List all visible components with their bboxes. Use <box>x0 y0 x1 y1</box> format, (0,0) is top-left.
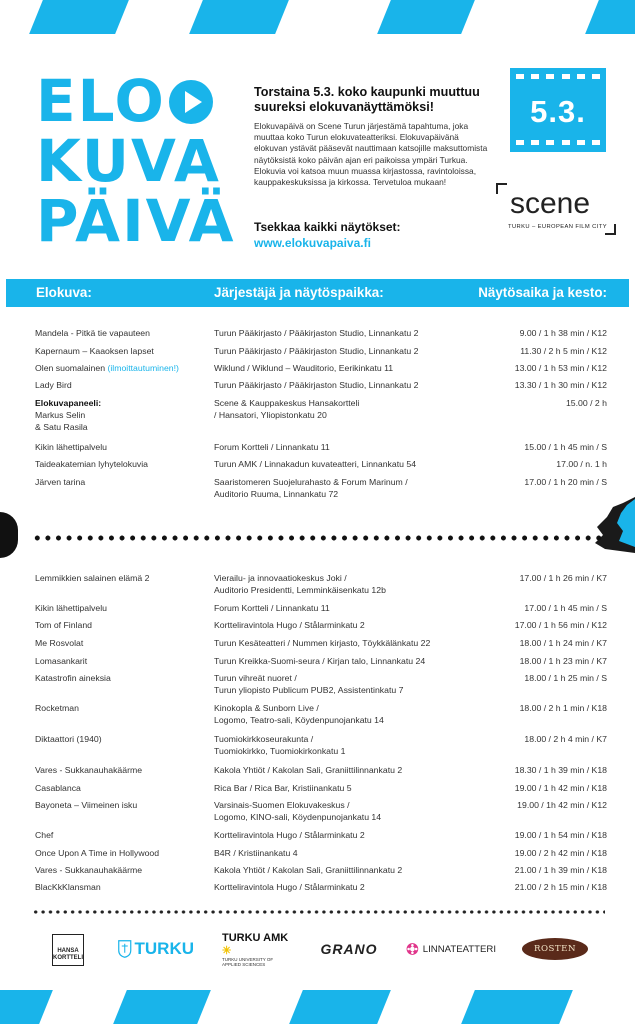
venue-line: Auditorio Ruuma, Linnankatu 72 <box>214 489 339 499</box>
hero-title-line3: PÄIVÄ <box>36 187 236 255</box>
film-title <box>35 362 210 374</box>
turku-logo-text: TURKU <box>134 939 194 958</box>
linnateatteri-logo <box>406 930 496 968</box>
film-title: Casablanca <box>35 783 81 793</box>
venue: Turun Pääkirjasto / Pääkirjaston Studio, Linnankatu 2 <box>214 380 419 390</box>
venue: Kortteliravintola Hugo / Stålarminkatu 2 <box>214 882 365 892</box>
film-title: BlacKkKlansman <box>35 882 101 892</box>
schedule-header <box>6 279 629 307</box>
linnateatteri-text: LINNATEATTERI <box>422 943 496 955</box>
venue: Turun Pääkirjasto / Pääkirjaston Studio, Linnankatu 2 <box>214 346 419 356</box>
venue-line: Tuomiokirkko, Tuomiokirkonkatu 1 <box>214 746 346 756</box>
turku-logo <box>118 930 194 968</box>
venue: B4R / Kristiinankatu 4 <box>214 848 298 858</box>
showtime: 19.00 / 2 h 42 min / K18 <box>514 848 607 858</box>
film-title: Järven tarina <box>35 477 86 487</box>
date-badge <box>510 68 606 152</box>
film-holes-top <box>516 74 600 80</box>
showtime: 19.00 / 1 h 54 min / K18 <box>514 830 607 840</box>
perforation-divider <box>32 535 605 541</box>
venue: Forum Kortteli / Linnankatu 11 <box>214 603 330 613</box>
scene-logo-tagline: TURKU – EUROPEAN FILM CITY <box>508 224 607 230</box>
venue-line: Scene & Kauppakeskus Hansakortteli <box>214 398 360 408</box>
intro-headline: Torstaina 5.3. koko kaupunki muuttuu suureksi elokuvanäyttämöksi! <box>254 85 480 114</box>
bottom-film-stripe <box>0 990 635 1024</box>
venue: Kakola Yhtiöt / Kakolan Sali, Graniittilinnankatu 2 <box>214 865 403 875</box>
venue: Turun AMK / Linnakadun kuvateatteri, Linnankatu 54 <box>214 459 417 469</box>
film-title: Bayoneta – Viimeinen isku <box>35 800 138 810</box>
header-venue: Järjestäjä ja näytöspaikka: <box>214 285 384 300</box>
showtime: 18.00 / 1 h 25 min / S <box>524 673 607 683</box>
venue: Kortteliravintola Hugo / Stålarminkatu 2 <box>214 620 365 630</box>
film-title: Rocketman <box>35 703 79 713</box>
film-title: Chef <box>35 830 54 840</box>
showtime: 19.00 / 1h 42 min / K12 <box>517 800 607 810</box>
film-title: Lady Bird <box>35 380 72 390</box>
venue: Turun Kesäteatteri / Nummen kirjasto, Töykkälänkatu 22 <box>214 638 431 648</box>
showtime: 17.00 / 1 h 45 min / S <box>524 603 607 613</box>
venue-line: Turun vihreät nuoret / <box>214 673 297 683</box>
showtime: 17.00 / 1 h 20 min / S <box>524 477 607 487</box>
film-title: Kapernaum – Kaaoksen lapset <box>35 346 154 356</box>
film-title: Tom of Finland <box>35 620 92 630</box>
film-title: Diktaattori (1940) <box>35 734 102 744</box>
film-title: Me Rosvolat <box>35 638 84 648</box>
turku-amk-name: TURKU AMK ✳ <box>222 931 289 957</box>
showtime: 18.00 / 1 h 24 min / K7 <box>519 638 607 648</box>
venue <box>214 733 479 757</box>
website-link[interactable]: www.elokuvapaiva.fi <box>254 236 371 250</box>
showtime: 15.00 / 2 h <box>565 398 607 408</box>
registration-note: (ilmoittautuminen!) <box>107 363 179 373</box>
top-film-stripe <box>0 0 635 34</box>
venue: Forum Kortteli / Linnankatu 11 <box>214 442 330 452</box>
showtime: 18.00 / 2 h 1 min / K18 <box>519 703 607 713</box>
film-title: Taideakatemian lyhytelokuvia <box>35 459 148 469</box>
rosten-text: ROSTEN <box>522 938 588 960</box>
venue: Rica Bar / Rica Bar, Kristiinankatu 5 <box>214 783 352 793</box>
header-time: Näytösaika ja kesto: <box>478 285 607 300</box>
venue <box>214 572 479 596</box>
venue: Turun Pääkirjasto / Pääkirjaston Studio, Linnankatu 2 <box>214 328 419 338</box>
rosten-logo <box>520 930 590 968</box>
venue: Kortteliravintola Hugo / Stålarminkatu 2 <box>214 830 365 840</box>
film-title: Kikin lähettipalvelu <box>35 442 107 452</box>
showtime: 18.00 / 2 h 4 min / K7 <box>524 734 607 744</box>
venue <box>214 672 479 696</box>
venue <box>214 702 479 726</box>
venue-line: Tuomiokirkkoseurakunta / <box>214 734 314 744</box>
film-title: Once Upon A Time in Hollywood <box>35 848 160 858</box>
showtime: 19.00 / 1 h 42 min / K18 <box>514 783 607 793</box>
venue: Wiklund / Wiklund – Wauditorio, Eerikinkatu 11 <box>214 363 394 373</box>
film-title: Lomasankarit <box>35 656 88 666</box>
turku-amk-logo <box>222 930 292 968</box>
venue-line: / Hansatori, Yliopistonkatu 20 <box>214 410 327 420</box>
venue-line: Saaristomeren Suojelurahasto & Forum Marinum / <box>214 477 408 487</box>
showtime: 13.00 / 1 h 53 min / K12 <box>514 363 607 373</box>
torn-edge-left <box>0 512 18 558</box>
venue <box>214 397 479 421</box>
venue-line: Turun yliopisto Publicum PUB2, Assistentinkatu 7 <box>214 685 404 695</box>
venue-line: Vierailu- ja innovaatiokeskus Joki / <box>214 573 347 583</box>
showtime: 18.00 / 1 h 23 min / K7 <box>519 656 607 666</box>
showtime: 15.00 / 1 h 45 min / S <box>524 442 607 452</box>
showtime: 18.30 / 1 h 39 min / K18 <box>514 765 607 775</box>
film-title: Vares - Sukkanauhakäärme <box>35 765 143 775</box>
play-icon <box>168 79 214 125</box>
torn-edge-right <box>593 497 635 553</box>
turku-amk-sub: TURKU UNIVERSITY OF APPLIED SCIENCES <box>222 956 274 967</box>
date-text: 5.3. <box>530 94 586 129</box>
star-icon: ✳ <box>222 944 232 957</box>
showtime: 17.00 / n. 1 h <box>556 459 607 469</box>
film-title: Kikin lähettipalvelu <box>35 603 107 613</box>
hero-title-line2: KUVA <box>36 127 221 195</box>
venue-line: Kinokopla & Sunborn Live / <box>214 703 319 713</box>
panel-label: Elokuvapaneeli: <box>35 398 102 408</box>
film-title: Lemmikkien salainen elämä 2 <box>35 573 150 583</box>
showtime: 9.00 / 1 h 38 min / K12 <box>519 328 607 338</box>
hero-title-line1: ELO <box>36 72 214 130</box>
showtime: 13.30 / 1 h 30 min / K12 <box>514 380 607 390</box>
header-film: Elokuva: <box>36 285 92 300</box>
intro-body: Elokuvapäivä on Scene Turun järjestämä tapahtuma, joka muuttaa koko Turun elokuvateatteriksi. Elokuvapäivänä elokuvan ystävät pääsevät nauttimaan katsojille maksuttomista näytöksistä koko päivän ajan eri paikoissa ympäri Turkua. Elokuvia voi katsoa muun muassa kirjastossa, ravintoloissa, kauppakeskuksissa ja kirkossa. Tervetuloa mukaan! <box>254 121 488 188</box>
turku-crest-icon <box>118 937 132 961</box>
flower-icon <box>406 938 419 960</box>
cta-block <box>254 220 494 250</box>
film-title-text: Olen suomalainen <box>35 363 106 373</box>
showtime: 17.00 / 1 h 56 min / K12 <box>514 620 607 630</box>
showtime: 17.00 / 1 h 26 min / K7 <box>519 573 607 583</box>
panel-guest: Markus Selin <box>35 410 86 420</box>
venue <box>214 476 479 500</box>
venue <box>214 799 479 823</box>
film-holes-bottom <box>516 140 600 146</box>
showtime: 21.00 / 2 h 15 min / K18 <box>514 882 607 892</box>
showtime: 11.30 / 2 h 5 min / K12 <box>520 346 607 356</box>
venue-line: Logomo, KINO-sali, Köydenpunojankatu 14 <box>214 812 382 822</box>
film-title <box>35 397 210 433</box>
film-title: Katastrofin aineksia <box>35 673 111 683</box>
panel-guest: & Satu Rasila <box>35 422 88 432</box>
venue: Kakola Yhtiöt / Kakolan Sali, Graniittilinnankatu 2 <box>214 765 403 775</box>
film-title: Mandela - Pitkä tie vapauteen <box>35 328 150 338</box>
intro-block <box>254 85 489 188</box>
cta-label: Tsekkaa kaikki näytökset: <box>254 220 401 234</box>
showtime: 21.00 / 1 h 39 min / K18 <box>514 865 607 875</box>
scene-logo-word: scene <box>510 187 591 220</box>
venue-line: Varsinais-Suomen Elokuvakeskus / <box>214 800 350 810</box>
scene-logo <box>496 183 616 235</box>
hansakortteli-logo: HANSA KORTTELI <box>52 934 84 966</box>
film-title: Vares - Sukkanauhakäärme <box>35 865 143 875</box>
grano-logo: GRANO <box>320 941 378 957</box>
venue: Turun Kreikka-Suomi-seura / Kirjan talo, Linnankatu 24 <box>214 656 426 666</box>
venue-line: Logomo, Teatro-sali, Köydenpunojankatu 14 <box>214 715 384 725</box>
venue-line: Auditorio Presidentti, Lemminkäisenkatu 12b <box>214 585 386 595</box>
dotted-divider <box>32 910 605 914</box>
